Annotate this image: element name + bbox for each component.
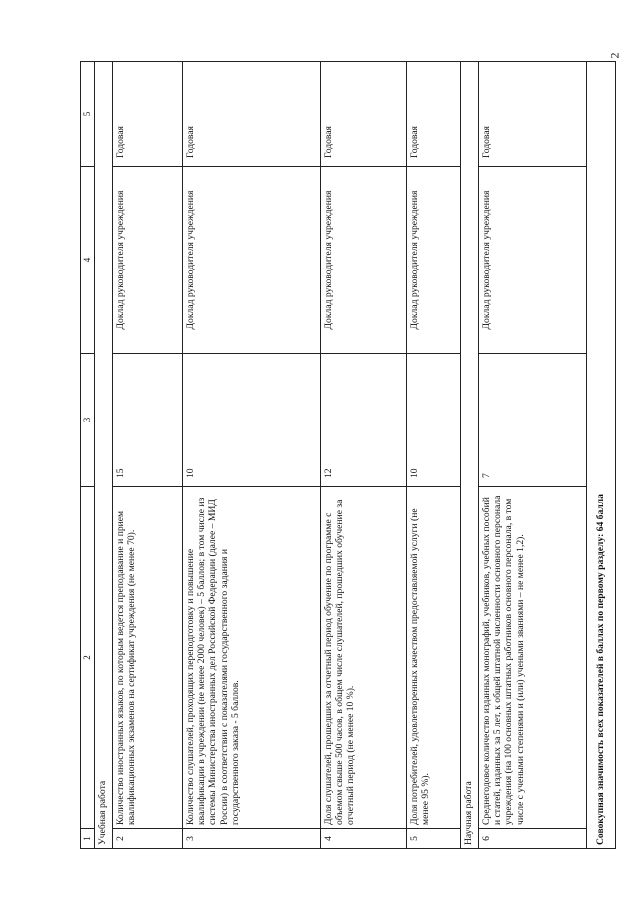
column-header: 3 bbox=[81, 354, 95, 487]
table-row bbox=[406, 62, 460, 849]
rotated-document bbox=[80, 62, 616, 849]
score-cell: 15 bbox=[112, 354, 182, 487]
indicator-text: Количество слушателей, проходящих переподготовку и повышение квалификации в учреждении (не менее 2000 человек) – 5 баллов; в том числе из системы Министерства иностранных дел Российской Федерации (далее – МИД России) в соответствии с показателями государственного задания и государственного заказа - 5 баллов. bbox=[182, 487, 320, 829]
indicator-text: Доля слушателей, прошедших за отчетный период обучение по программе с объемом свыше 500 часов, в общем числе слушателей, прошедших обучение за отчетный период (не менее 10 %). bbox=[320, 487, 406, 829]
period-cell: Годовая bbox=[406, 62, 460, 167]
period-cell: Годовая bbox=[182, 62, 320, 167]
section-title: Учебная работа bbox=[94, 62, 112, 849]
table-row bbox=[182, 62, 320, 849]
source-cell: Доклад руководителя учреждения bbox=[112, 167, 182, 354]
table-row bbox=[478, 62, 586, 849]
table-row bbox=[112, 62, 182, 849]
source-cell: Доклад руководителя учреждения bbox=[406, 167, 460, 354]
indicator-text: Среднегодовое количество изданных монографий, учебников, учебных пособий и статей, изданных за 5 лет, к общей штатной численности основного персонала учреждения (на 100 основных штатных работников основного персонала, в том числе с учеными степенями и (или) учеными званиями – не менее 1,2). bbox=[478, 487, 586, 829]
column-header: 5 bbox=[81, 62, 95, 167]
section-row bbox=[460, 62, 478, 849]
row-number: 3 bbox=[182, 829, 320, 849]
page-number: 2 bbox=[607, 52, 622, 59]
row-number: 6 bbox=[478, 829, 586, 849]
row-number: 2 bbox=[112, 829, 182, 849]
column-header: 1 bbox=[81, 829, 95, 849]
period-cell: Годовая bbox=[320, 62, 406, 167]
total-row bbox=[586, 62, 615, 849]
source-cell: Доклад руководителя учреждения bbox=[182, 167, 320, 354]
column-header: 4 bbox=[81, 167, 95, 354]
score-cell: 12 bbox=[320, 354, 406, 487]
section-title: Научная работа bbox=[460, 62, 478, 849]
score-cell: 10 bbox=[406, 354, 460, 487]
header-row bbox=[81, 62, 95, 849]
criteria-table bbox=[80, 61, 616, 849]
indicator-text: Количество иностранных языков, по которым ведется преподавание и прием квалификационных экзаменов на сертификат учреждения (не менее 70). bbox=[112, 487, 182, 829]
row-number: 5 bbox=[406, 829, 460, 849]
source-cell: Доклад руководителя учреждения bbox=[320, 167, 406, 354]
source-cell: Доклад руководителя учреждения bbox=[478, 167, 586, 354]
row-number: 4 bbox=[320, 829, 406, 849]
score-cell: 7 bbox=[478, 354, 586, 487]
score-cell: 10 bbox=[182, 354, 320, 487]
period-cell: Годовая bbox=[112, 62, 182, 167]
period-cell: Годовая bbox=[478, 62, 586, 167]
section-row bbox=[94, 62, 112, 849]
table-row bbox=[320, 62, 406, 849]
column-header: 2 bbox=[81, 487, 95, 829]
total-text: Совокупная значимость всех показателей в баллах по первому разделу: 64 балла bbox=[586, 62, 615, 849]
indicator-text: Доля потребителей, удовлетворенных качеством предоставляемой услуги (не менее 95 %). bbox=[406, 487, 460, 829]
